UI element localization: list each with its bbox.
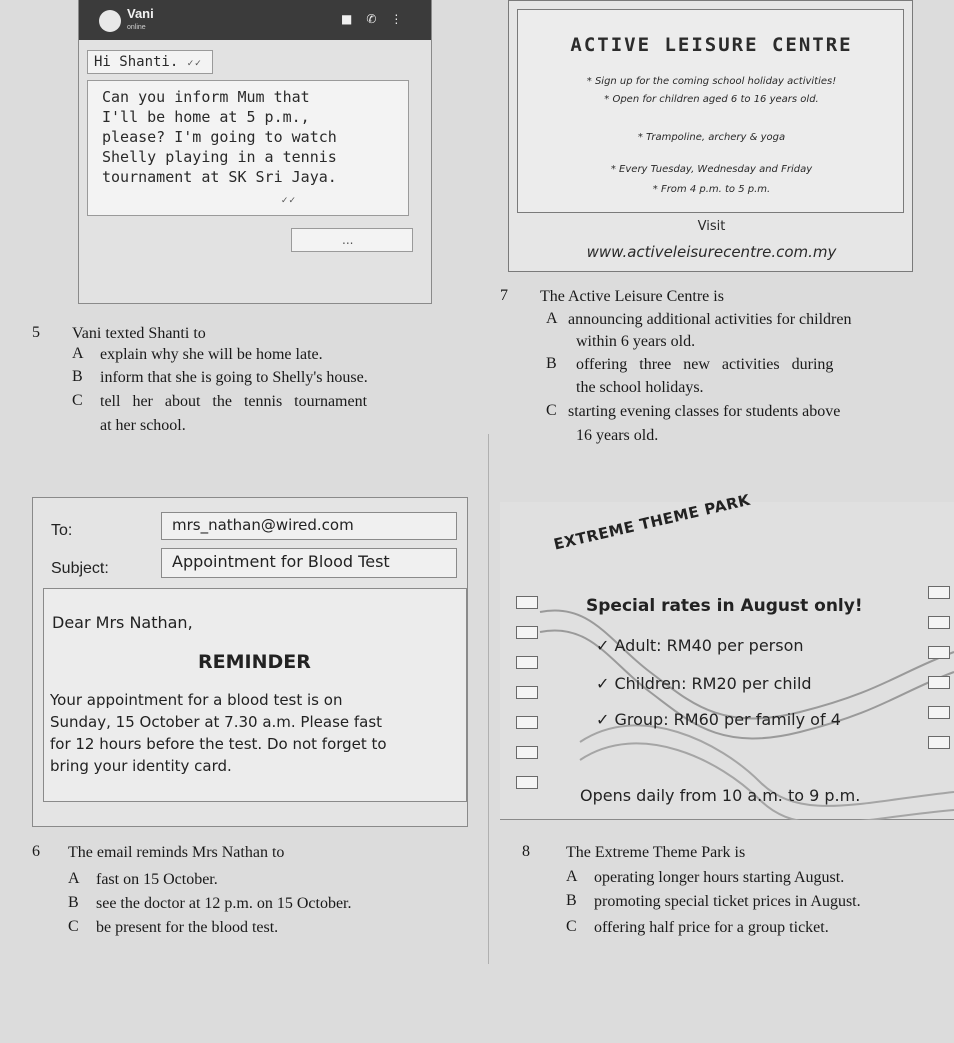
message-line: Can you inform Mum that [102, 88, 310, 106]
option-text: see the doctor at 12 p.m. on 15 October. [96, 895, 352, 912]
notice-box [517, 9, 904, 213]
option-text: within 6 years old. [576, 333, 696, 350]
message-line: I'll be home at 5 p.m., [102, 108, 310, 126]
chat-header [79, 0, 431, 40]
email-body [43, 588, 467, 802]
to-field: mrs_nathan@wired.com [161, 512, 457, 540]
option-text: offering three new activities during [576, 356, 834, 373]
option-letter: B [566, 892, 577, 909]
video-call-icon: ■ [341, 12, 367, 26]
question-stem: The Extreme Theme Park is [566, 844, 746, 861]
option-text: operating longer hours starting August. [594, 869, 845, 886]
email-line: bring your identity card. [50, 757, 232, 775]
notice-line: * Sign up for the coming school holiday activities! [586, 76, 837, 87]
email-line: for 12 hours before the test. Do not forget to [50, 735, 387, 753]
website-url: www.activeleisurecentre.com.my [586, 243, 837, 261]
option-letter: A [566, 868, 578, 885]
option-text: explain why she will be home late. [100, 346, 323, 363]
message-line: Shelly playing in a tennis [102, 148, 337, 166]
park-title: EXTREME THEME PARK [552, 490, 752, 554]
option-letter: A [68, 870, 80, 887]
question-number: 6 [32, 843, 40, 860]
option-letter: C [68, 918, 79, 935]
chat-screenshot [78, 0, 432, 304]
question-stem: Vani texted Shanti to [72, 325, 206, 342]
notice-line: * Every Tuesday, Wednesday and Friday [610, 164, 813, 175]
email-line: Your appointment for a blood test is on [50, 691, 343, 709]
leisure-centre-notice [508, 0, 913, 272]
to-label: To: [51, 522, 73, 539]
typing-indicator: ... [342, 233, 354, 247]
option-letter: B [546, 355, 557, 372]
question-stem: The email reminds Mrs Nathan to [68, 844, 285, 861]
cart-icon [928, 586, 950, 599]
cart-icon [516, 776, 538, 789]
greeting-bubble [87, 50, 213, 74]
greeting-text: Hi Shanti. [94, 54, 179, 70]
phone-icon: ✆ [366, 12, 391, 26]
question-number: 8 [522, 843, 530, 860]
read-tick-icon: ✓✓ [280, 196, 296, 206]
cart-icon [516, 716, 538, 729]
question-number: 7 [500, 287, 508, 304]
option-text: 16 years old. [576, 427, 659, 444]
rate-item: ✓ Group: RM60 per family of 4 [596, 710, 841, 729]
option-letter: C [546, 402, 557, 419]
column-divider [488, 434, 489, 964]
reply-bubble [291, 228, 413, 252]
option-text: offering half price for a group ticket. [594, 919, 829, 936]
option-text: inform that she is going to Shelly's house. [100, 369, 368, 386]
email-salutation: Dear Mrs Nathan, [52, 613, 193, 632]
cart-icon [516, 626, 538, 639]
cart-icon [516, 686, 538, 699]
notice-line: * From 4 p.m. to 5 p.m. [652, 184, 771, 195]
question-number: 5 [32, 324, 40, 341]
read-tick-icon: ✓✓ [186, 59, 202, 69]
email-heading: REMINDER [198, 651, 311, 673]
option-letter: B [68, 894, 79, 911]
more-icon: ⋮ [390, 12, 417, 26]
cart-icon [928, 646, 950, 659]
option-text: announcing additional activities for children [568, 311, 852, 328]
message-line: please? I'm going to watch [102, 128, 337, 146]
cart-icon [928, 706, 950, 719]
cart-icon [928, 616, 950, 629]
contact-status: online [127, 24, 146, 31]
option-text: the school holidays. [576, 379, 704, 396]
special-rates-heading: Special rates in August only! [586, 596, 863, 616]
email-paragraph [50, 689, 460, 777]
visit-label: Visit [697, 219, 726, 234]
option-text: at her school. [100, 417, 186, 434]
option-letter: C [566, 918, 577, 935]
cart-icon [516, 746, 538, 759]
option-letter: C [72, 392, 83, 409]
option-text: be present for the blood test. [96, 919, 279, 936]
option-letter: A [72, 345, 84, 362]
cart-icon [928, 736, 950, 749]
cart-icon [928, 676, 950, 689]
option-text: fast on 15 October. [96, 871, 218, 888]
contact-name: Vani [127, 6, 154, 21]
option-text: tell her about the tennis tournament [100, 393, 368, 410]
chat-header-icons [341, 12, 416, 26]
message-bubble [87, 80, 409, 216]
theme-park-poster [500, 490, 954, 820]
cart-icon [516, 596, 538, 609]
option-text: starting evening classes for students above [568, 403, 841, 420]
cart-icon [516, 656, 538, 669]
option-letter: A [546, 310, 558, 327]
subject-label: Subject: [51, 560, 109, 577]
option-letter: B [72, 368, 83, 385]
email-panel [32, 497, 468, 827]
rate-item: ✓ Adult: RM40 per person [596, 636, 804, 655]
notice-line: * Open for children aged 6 to 16 years old. [604, 94, 819, 105]
email-line: Sunday, 15 October at 7.30 a.m. Please fast [50, 713, 383, 731]
avatar [99, 10, 121, 32]
notice-line: * Trampoline, archery & yoga [637, 132, 786, 143]
message-line: tournament at SK Sri Jaya. [102, 168, 337, 186]
option-text: promoting special ticket prices in August. [594, 893, 861, 910]
notice-title: ACTIVE LEISURE CENTRE [570, 34, 853, 56]
rate-item: ✓ Children: RM20 per child [596, 674, 812, 693]
opening-hours: Opens daily from 10 a.m. to 9 p.m. [580, 786, 861, 805]
question-stem: The Active Leisure Centre is [540, 288, 724, 305]
subject-field: Appointment for Blood Test [161, 548, 457, 578]
